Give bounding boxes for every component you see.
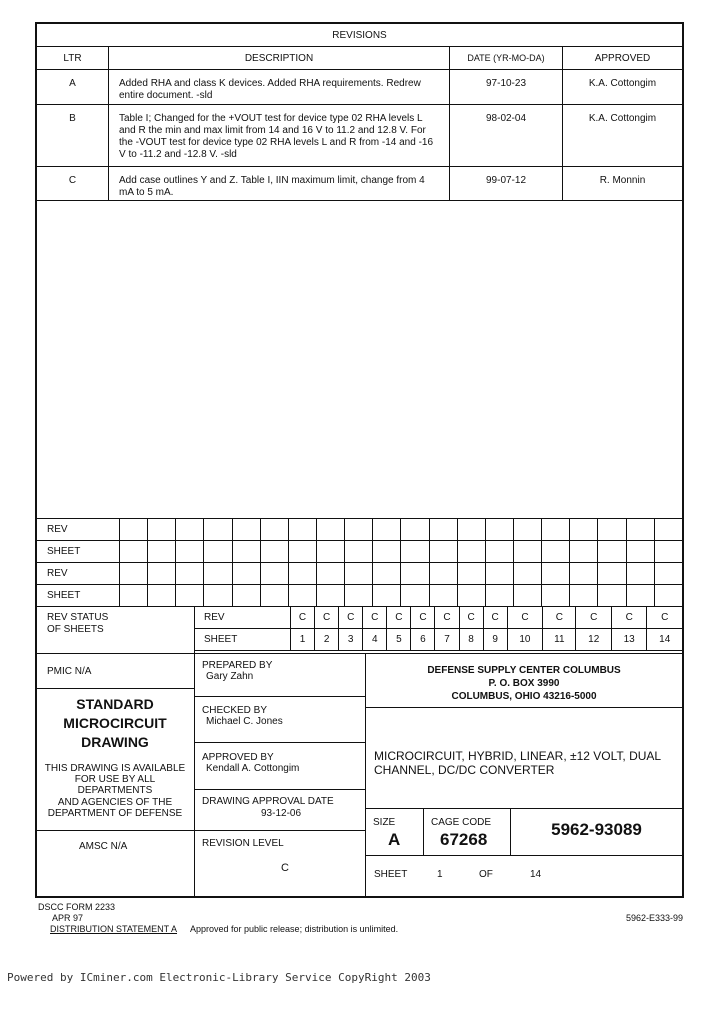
divider xyxy=(365,808,683,809)
sheet-number-cell: 9 xyxy=(483,629,507,651)
form-code: 5962-E333-99 xyxy=(626,913,684,923)
rev-status-cell: C xyxy=(411,607,435,629)
rev-label: REV xyxy=(194,607,291,629)
drawing-number: 5962-93089 xyxy=(551,820,642,839)
rev-status-cell: C xyxy=(339,607,363,629)
sheet-of: OF xyxy=(479,869,493,880)
sheet-number-cell: 6 xyxy=(411,629,435,651)
dscc-line3: COLUMBUS, OHIO 43216-5000 xyxy=(451,691,597,702)
sheet-number-cell: 2 xyxy=(315,629,339,651)
cage-label: CAGE CODE xyxy=(431,817,492,828)
divider xyxy=(423,808,424,855)
revision-description: Add case outlines Y and Z. Table I, IIN maximum limit, change from 4 mA to 5 mA. xyxy=(109,167,450,201)
sheet-number-cell: 3 xyxy=(339,629,363,651)
approved-by-label: APPROVED BY xyxy=(202,752,274,763)
revision-approver: K.A. Cottongim xyxy=(563,70,683,105)
divider xyxy=(365,855,683,856)
footer-text: Powered by ICminer.com Electronic-Library Service CopyRight 2003 xyxy=(7,971,431,984)
revision-date: 98-02-04 xyxy=(450,105,563,167)
revision-level-label: REVISION LEVEL xyxy=(202,838,284,849)
prepared-name: Gary Zahn xyxy=(206,671,254,682)
sheet-number-cell: 5 xyxy=(387,629,411,651)
checked-label: CHECKED BY xyxy=(202,705,268,716)
sheet-number-cell: 7 xyxy=(435,629,459,651)
size-label: SIZE xyxy=(373,817,396,828)
revision-approver: K.A. Cottongim xyxy=(563,105,683,167)
availability-line: DEPARTMENTS xyxy=(77,785,153,796)
cage-value: 67268 xyxy=(440,830,488,849)
sheet-label: SHEET xyxy=(374,869,408,880)
standard-line2: MICROCIRCUIT xyxy=(63,715,167,731)
sheet-number-cell: 14 xyxy=(647,629,683,651)
description-header: DESCRIPTION xyxy=(109,47,450,70)
approved-header: APPROVED xyxy=(563,47,683,70)
divider xyxy=(36,688,194,689)
rev-status-cell: C xyxy=(315,607,339,629)
availability-line: DEPARTMENT OF DEFENSE xyxy=(47,808,183,819)
title-line2: CHANNEL, DC/DC CONVERTER xyxy=(374,763,555,777)
revision-ltr: C xyxy=(37,167,109,201)
size-value: A xyxy=(388,830,401,849)
prepared-label: PREPARED BY xyxy=(202,660,273,671)
distribution-statement-text: Approved for public release; distribution is unlimited. xyxy=(190,924,399,934)
rev-status-label-2: OF SHEETS xyxy=(47,624,104,635)
rev-status-cell: C xyxy=(363,607,387,629)
approval-date-label: DRAWING APPROVAL DATE xyxy=(202,796,334,807)
sheet-number-cell: 12 xyxy=(576,629,611,651)
revision-description: Added RHA and class K devices. Added RHA requirements. Redrew entire document. -sld xyxy=(109,70,450,105)
title-line1: MICROCIRCUIT, HYBRID, LINEAR, ±12 VOLT, DUAL xyxy=(374,749,662,763)
sheet-number-cell: 10 xyxy=(507,629,542,651)
distribution-statement-label: DISTRIBUTION STATEMENT A xyxy=(50,924,178,934)
revision-row xyxy=(37,70,683,105)
revisions-table xyxy=(36,23,683,201)
grid-label: REV xyxy=(37,563,120,585)
rev-status-label: REV STATUS xyxy=(47,612,109,623)
form-date: APR 97 xyxy=(52,913,84,923)
sheet-number-cell: 8 xyxy=(459,629,483,651)
revision-ltr: A xyxy=(37,70,109,105)
rev-status-cell: C xyxy=(576,607,611,629)
revision-level-value: C xyxy=(281,862,289,874)
rev-status-cell: C xyxy=(435,607,459,629)
rev-status-cell: C xyxy=(647,607,683,629)
divider xyxy=(194,696,365,697)
approval-date-value: 93-12-06 xyxy=(261,808,302,819)
rev-status-cell: C xyxy=(291,607,315,629)
availability-line: THIS DRAWING IS AVAILABLE xyxy=(44,763,186,774)
rev-status-cell: C xyxy=(483,607,507,629)
pmic: PMIC N/A xyxy=(47,666,92,677)
checked-name: Michael C. Jones xyxy=(206,716,283,727)
standard-line3: DRAWING xyxy=(81,734,149,750)
revision-row xyxy=(37,167,683,201)
revisions-title: REVISIONS xyxy=(37,24,683,47)
revision-date: 99-07-12 xyxy=(450,167,563,201)
revision-date: 97-10-23 xyxy=(450,70,563,105)
divider xyxy=(36,830,194,831)
divider xyxy=(194,789,365,790)
revision-ltr: B xyxy=(37,105,109,167)
divider xyxy=(365,707,683,708)
sheet-number-cell: 4 xyxy=(363,629,387,651)
availability-line: FOR USE BY ALL xyxy=(74,774,156,785)
divider xyxy=(194,830,365,831)
sheet-total: 14 xyxy=(530,869,542,880)
standard-line1: STANDARD xyxy=(76,696,154,712)
divider xyxy=(194,653,195,897)
form-number: DSCC FORM 2233 xyxy=(38,902,116,912)
availability-line: AND AGENCIES OF THE xyxy=(57,797,173,808)
dscc-line1: DEFENSE SUPPLY CENTER COLUMBUS xyxy=(427,665,621,676)
rev-status-cell: C xyxy=(507,607,542,629)
sheet-number-cell: 13 xyxy=(611,629,646,651)
revision-approver: R. Monnin xyxy=(563,167,683,201)
sheet-number-cell: 1 xyxy=(291,629,315,651)
divider xyxy=(36,653,683,654)
rev-status-cell: C xyxy=(387,607,411,629)
divider xyxy=(365,653,366,897)
sheet-number-cell: 11 xyxy=(543,629,576,651)
sheet-label: SHEET xyxy=(194,629,291,651)
dscc-line2: P. O. BOX 3990 xyxy=(488,678,560,689)
grid-label: SHEET xyxy=(37,585,120,607)
revision-row xyxy=(37,105,683,167)
amsc: AMSC N/A xyxy=(79,841,128,852)
grid-label: REV xyxy=(37,519,120,541)
rev-status-cell: C xyxy=(459,607,483,629)
rev-status-grid xyxy=(194,606,683,651)
upper-rev-grid xyxy=(36,518,683,607)
rev-status-cell: C xyxy=(611,607,646,629)
sheet-current: 1 xyxy=(437,869,443,880)
revision-description: Table I; Changed for the +VOUT test for device type 02 RHA levels L and R the min and max limit from 14 and 16 V to 11.2 and 12.8 V. For the -VOUT test for device type 02 RHA levels L and R from -14 and -16 V to -11.2 and -12.8 V. -sld xyxy=(109,105,450,167)
divider xyxy=(194,742,365,743)
date-header: DATE (YR-MO-DA) xyxy=(450,47,563,70)
grid-label: SHEET xyxy=(37,541,120,563)
rev-status-cell: C xyxy=(543,607,576,629)
approved-by-name: Kendall A. Cottongim xyxy=(206,763,300,774)
ltr-header: LTR xyxy=(37,47,109,70)
